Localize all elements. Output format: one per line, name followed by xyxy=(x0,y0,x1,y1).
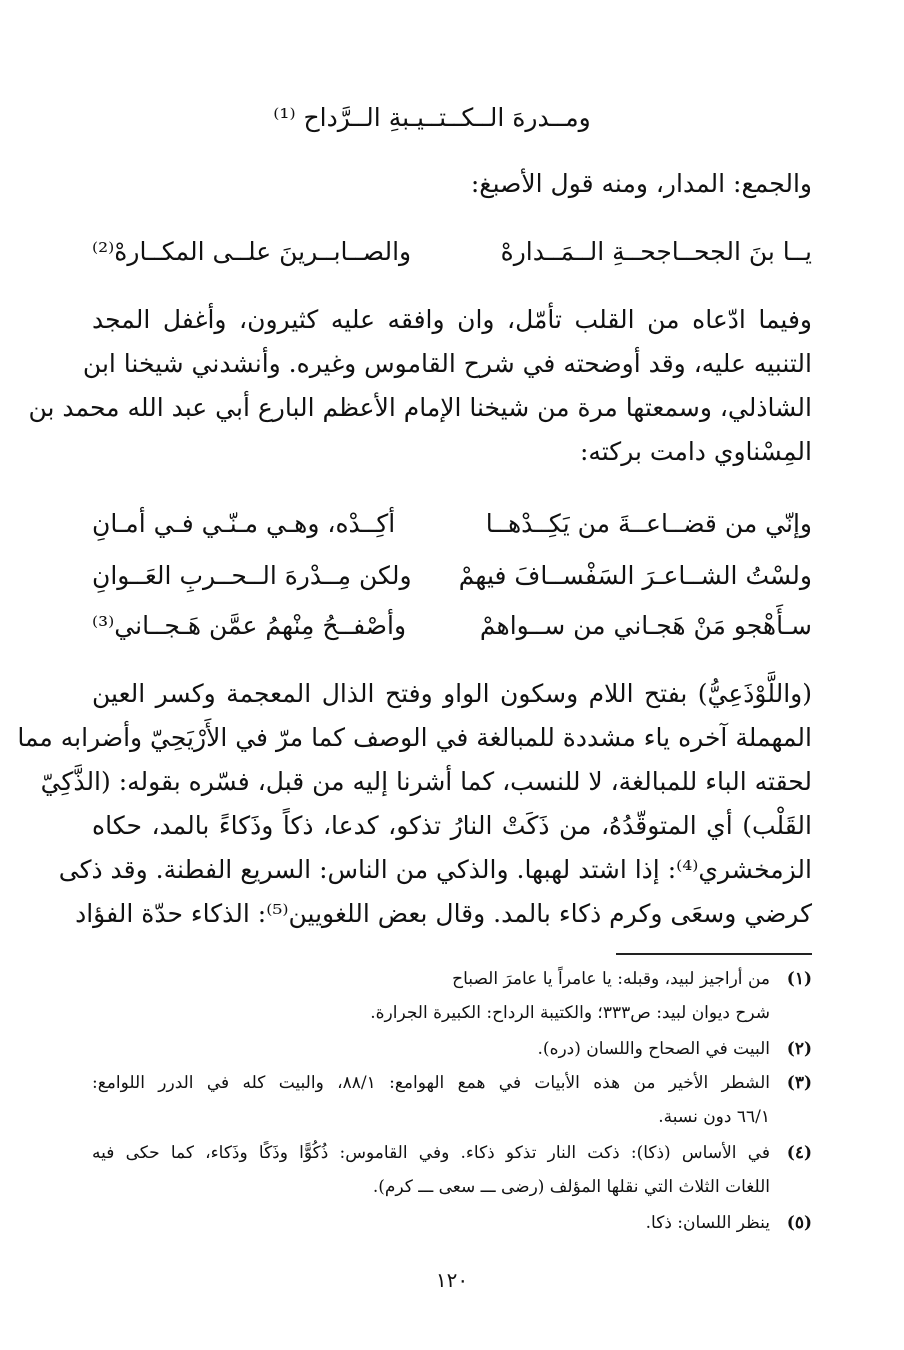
poem-second-hemistich: ولكن مِــدْرهَ الــحــربِ العَــوانِ xyxy=(92,561,412,590)
poem-first-hemistich: وإنّي من قضــاعــةَ من يَكِــدْهــا xyxy=(485,509,812,538)
poem-verse xyxy=(92,606,812,646)
footnote-number: (١) xyxy=(786,969,812,989)
page-number: ١٢٠ xyxy=(435,1268,469,1292)
footnote-number: (٣) xyxy=(786,1073,812,1093)
footnote xyxy=(92,966,812,992)
footnote xyxy=(92,1140,812,1166)
paragraph-line: وفيما ادّعاه من القلب تأمّل، وان وافقه عليه كثيرون، وأغفل المجد xyxy=(92,305,812,334)
paragraph-line: المهملة آخره ياء مشددة للمبالغة في الوصف كما مرّ في الأَرْيَحِيّ وأضرابه مما xyxy=(17,723,812,752)
paragraph-line: القَلْب) أي المتوقّدُهُ، من ذَكَتْ النارُ تذكو، كدعا، ذكاً وذَكاءً بالمد، حكاه xyxy=(92,811,812,840)
poem-verse xyxy=(92,556,812,596)
footnote-number: (٥) xyxy=(786,1213,812,1233)
footnote-continuation: شرح ديوان لبيد: ص٣٣٣؛ والكتيبة الرداح: الكبيرة الجرارة. xyxy=(370,1003,770,1023)
quote-verse-first-hemistich: يــا بنَ الجحــاجحــةِ الــمَــدارهْ xyxy=(500,237,812,266)
paragraph-line: (واللَّوْذَعِيُّ) بفتح اللام وسكون الواو وفتح الذال المعجمة وكسر العين xyxy=(92,679,812,708)
poem-first-hemistich: سـأَهْجو مَنْ هَجـاني من ســواهمْ xyxy=(479,611,812,640)
paragraph-line: الشاذلي، وسمعتها مرة من شيخنا الإمام الأعظم البارع أبي عبد الله محمد بن xyxy=(28,393,812,422)
paragraph-line: التنبيه عليه، وقد أوضحته في شرح القاموس وغيره. وأنشدني شيخنا ابن xyxy=(82,349,812,378)
footnote xyxy=(92,1070,812,1096)
poem-second-hemistich: وأصْفــحُ مِنْهمُ عمَّن هَـجــاني⁽³⁾ xyxy=(92,611,407,640)
footnote xyxy=(92,1210,812,1236)
quote-verse xyxy=(92,232,812,272)
footnote-text: في الأساس (ذكا): ذكت النار تذكو ذكاء. وفي القاموس: ذُكُوًّا وذَكًا وذَكاء، كما حكى فيه xyxy=(92,1143,770,1163)
poem-second-hemistich: أكِــدْه، وهـي مـنّـي فـي أمـانِ xyxy=(92,509,396,538)
footnote-continuation: اللغات الثلاث التي نقلها المؤلف (رضى ـــ سعى ـــ كرم). xyxy=(372,1177,770,1197)
paragraph-line: كرضي وسعَى وكرم ذكاء بالمد. وقال بعض اللغويين⁽⁵⁾: الذكاء حدّة الفؤاد xyxy=(75,899,812,928)
poem-verse xyxy=(92,504,812,544)
poem-first-hemistich: ولسْتُ الشــاعـرَ السَفْســافَ فيهمْ xyxy=(458,561,812,590)
footnote-divider xyxy=(616,953,812,955)
paragraph-line: المِسْناوي دامت بركته: xyxy=(579,437,812,466)
footnote-continuation: ٦٦/١ دون نسبة. xyxy=(658,1107,770,1127)
paragraph-line: لحقته الباء للمبالغة، لا للنسب، كما أشرنا إليه من قبل، فسّره بقوله: (الذَّكِيّ xyxy=(40,767,812,796)
footnote-text: ينظر اللسان: ذكا. xyxy=(645,1213,770,1233)
quote-verse-second-hemistich: والصــابــرينَ علــى المكــارهْ⁽²⁾ xyxy=(92,237,412,266)
footnote-number: (٢) xyxy=(786,1039,812,1059)
intro-line: والجمع: المدار، ومنه قول الأصبغ: xyxy=(470,169,812,198)
top-verse: ومــدرهَ الــكــتــيـبةِ الــرَّداح ⁽¹⁾ xyxy=(273,103,591,132)
footnote-text: من أراجيز لبيد، وقبله: يا عامراً يا عامرَ الصباح xyxy=(452,969,770,989)
footnote-text: الشطر الأخير من هذه الأبيات في همع الهوامع: ٨٨/١، والبيت كله في الدرر اللوامع: xyxy=(92,1073,770,1093)
footnote-text: البيت في الصحاح واللسان (دره). xyxy=(537,1039,770,1059)
footnote xyxy=(92,1036,812,1062)
paragraph-line: الزمخشري⁽⁴⁾: إذا اشتد لهبها. والذكي من الناس: السريع الفطنة. وقد ذكى xyxy=(58,855,812,884)
footnote-number: (٤) xyxy=(786,1143,812,1163)
